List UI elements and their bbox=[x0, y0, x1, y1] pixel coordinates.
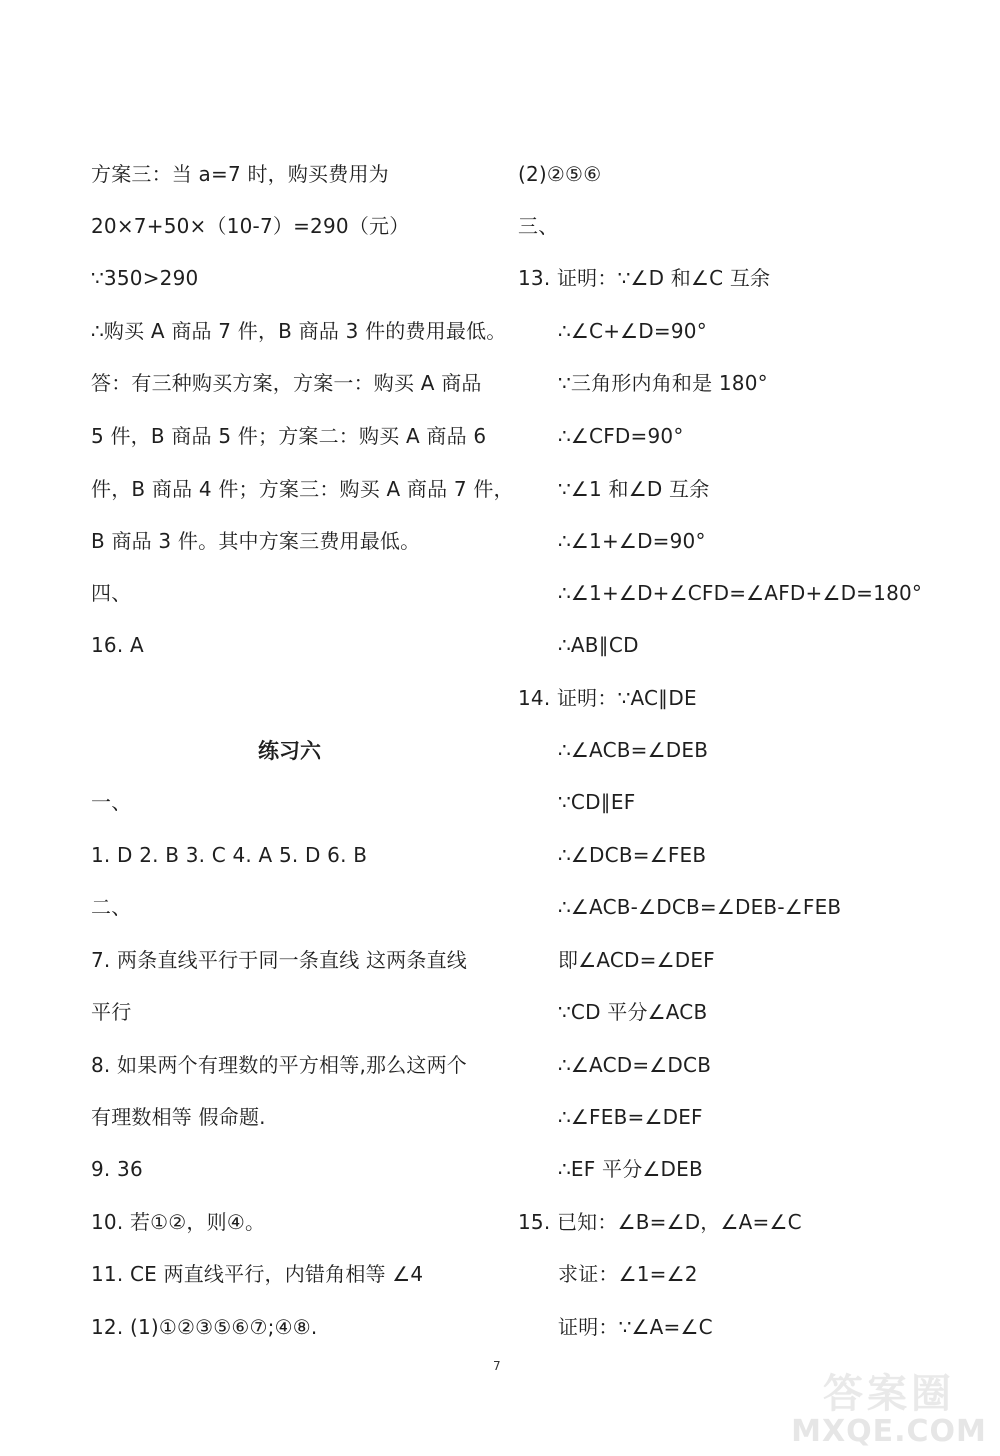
proof-step: 即∠ACD=∠DEF bbox=[558, 948, 715, 972]
watermark-logo: 答案圈 bbox=[823, 1371, 955, 1417]
proof-step: 求证：∠1=∠2 bbox=[558, 1262, 698, 1286]
proof-step: ∵CD 平分∠ACB bbox=[558, 1000, 708, 1024]
proof-step: ∴∠DCB=∠FEB bbox=[558, 843, 707, 867]
proof-step: ∵三角形内角和是 180° bbox=[558, 371, 768, 395]
text-line: 件，B 商品 4 件；方案三：购买 A 商品 7 件， bbox=[91, 477, 514, 501]
watermark bbox=[784, 1368, 994, 1452]
proof-step: ∴EF 平分∠DEB bbox=[558, 1157, 703, 1181]
answer-line: (2)②⑤⑥ bbox=[518, 162, 602, 186]
proof-step: ∴∠1+∠D=90° bbox=[558, 529, 706, 553]
answer-line: 1. D 2. B 3. C 4. A 5. D 6. B bbox=[91, 843, 368, 867]
section-label: 三、 bbox=[518, 214, 559, 238]
proof-step: ∴∠FEB=∠DEF bbox=[558, 1105, 703, 1129]
proof-step: ∴∠CFD=90° bbox=[558, 424, 684, 448]
proof-step: ∵∠1 和∠D 互余 bbox=[558, 477, 710, 501]
answer-line: 12. (1)①②③⑤⑥⑦;④⑧. bbox=[91, 1315, 318, 1339]
answer-line: 10. 若①②，则④。 bbox=[91, 1210, 266, 1234]
text-line: B 商品 3 件。其中方案三费用最低。 bbox=[91, 529, 421, 553]
proof-title: 13. 证明：∵∠D 和∠C 互余 bbox=[518, 266, 771, 290]
proof-step: ∴∠ACD=∠DCB bbox=[558, 1053, 712, 1077]
proof-title: 15. 已知：∠B=∠D，∠A=∠C bbox=[518, 1210, 802, 1234]
text-line: 答：有三种购买方案，方案一：购买 A 商品 bbox=[91, 371, 482, 395]
text-line: 5 件，B 商品 5 件；方案二：购买 A 商品 6 bbox=[91, 424, 487, 448]
answer-line: 16. A bbox=[91, 633, 144, 657]
answer-line: 8. 如果两个有理数的平方相等,那么这两个 bbox=[91, 1053, 467, 1077]
text-line: ∴购买 A 商品 7 件，B 商品 3 件的费用最低。 bbox=[91, 319, 507, 343]
proof-title: 14. 证明：∵AC∥DE bbox=[518, 686, 697, 710]
page-number: 7 bbox=[493, 1359, 501, 1373]
proof-step: ∴AB∥CD bbox=[558, 633, 639, 657]
answer-line: 11. CE 两直线平行，内错角相等 ∠4 bbox=[91, 1262, 424, 1286]
text-line: 平行 bbox=[91, 1000, 132, 1024]
answer-line: 9. 36 bbox=[91, 1157, 143, 1181]
section-heading: 练习六 bbox=[258, 739, 321, 763]
proof-step: ∴∠C+∠D=90° bbox=[558, 319, 707, 343]
proof-step: ∵CD∥EF bbox=[558, 790, 636, 814]
answer-line: 7. 两条直线平行于同一条直线 这两条直线 bbox=[91, 948, 467, 972]
watermark-site: MXQE.COM bbox=[791, 1414, 987, 1449]
section-label: 四、 bbox=[91, 581, 132, 605]
proof-step: ∴∠ACB=∠DEB bbox=[558, 738, 709, 762]
text-line: 有理数相等 假命题. bbox=[91, 1105, 266, 1129]
proof-step: 证明：∵∠A=∠C bbox=[558, 1315, 713, 1339]
text-line: 20×7+50×（10-7）=290（元） bbox=[91, 214, 410, 238]
proof-step: ∴∠1+∠D+∠CFD=∠AFD+∠D=180° bbox=[558, 581, 923, 605]
text-line: ∵350>290 bbox=[91, 266, 199, 290]
proof-step: ∴∠ACB-∠DCB=∠DEB-∠FEB bbox=[558, 895, 842, 919]
section-label: 一、 bbox=[91, 790, 132, 814]
section-label: 二、 bbox=[91, 895, 132, 919]
text-line: 方案三：当 a=7 时，购买费用为 bbox=[91, 162, 389, 186]
